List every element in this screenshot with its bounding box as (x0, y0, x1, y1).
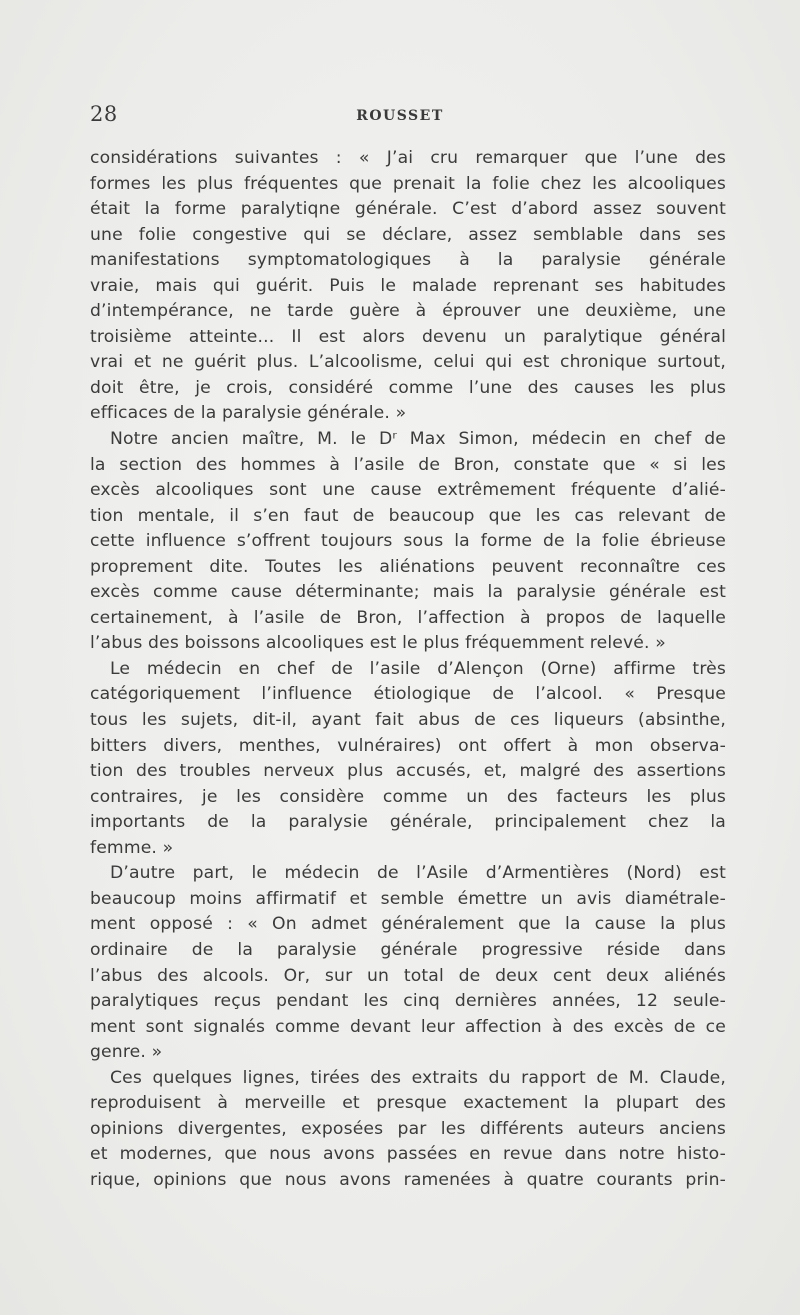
text-line: paralytiques reçus pendant les cinq dernières années, 12 seule- (90, 991, 726, 1012)
text-line: D’autre part, le médecin de l’Asile d’Armentières (Nord) est (110, 863, 726, 884)
text-line: Le médecin en chef de l’asile d’Alençon (Orne) affirme très (110, 658, 726, 679)
text-line: certainement, à l’asile de Bron, l’affection à propos de laquelle (90, 607, 726, 628)
page-number: 28 (90, 102, 118, 126)
text-line: l’abus des alcools. Or, sur un total de deux cent deux aliénés (90, 965, 726, 986)
text-line: considérations suivantes : « J’ai cru remarquer que l’une des (90, 148, 726, 168)
text-line: d’intempérance, ne tarde guère à éprouver une deuxième, une (90, 301, 726, 322)
text-line: rique, opinions que nous avons ramenées à quatre courants prin- (90, 1169, 726, 1190)
text-line: catégoriquement l’influence étiologique de l’alcool. « Presque (90, 684, 726, 705)
text-line: genre. » (90, 1042, 163, 1063)
text-line: ment opposé : « On admet généralement que la cause la plus (90, 914, 726, 935)
text-line: ment sont signalés comme devant leur affection à des excès de ce (90, 1016, 726, 1037)
text-line: Ces quelques lignes, tirées des extraits du rapport de M. Claude, (110, 1067, 726, 1088)
text-line: bitters divers, menthes, vulnéraires) ont offert à mon observa- (90, 735, 726, 756)
running-title: ROUSSET (356, 108, 444, 124)
text-line: doit être, je crois, considéré comme l’une des causes les plus (90, 377, 726, 398)
text-line: formes les plus fréquentes que prenait la folie chez les alcooliques (90, 173, 726, 194)
text-line: vraie, mais qui guérit. Puis le malade reprenant ses habitudes (90, 275, 726, 296)
text-line: l’abus des boissons alcooliques est le plus fréquemment relevé. » (90, 633, 666, 654)
text-line: excès alcooliques sont une cause extrêmement fréquente d’alié- (90, 480, 726, 501)
text-line: troisième atteinte... Il est alors devenu un paralytique général (90, 326, 726, 347)
text-line: manifestations symptomatologiques à la paralysie générale (90, 250, 726, 271)
text-line: opinions divergentes, exposées par les différents auteurs anciens (90, 1118, 726, 1139)
text-line: une folie congestive qui se déclare, assez semblable dans ses (90, 224, 726, 245)
body-text (90, 146, 726, 1193)
text-line: Notre ancien maître, M. le Dʳ Max Simon, médecin en chef de (110, 429, 726, 450)
text-line: vrai et ne guérit plus. L’alcoolisme, celui qui est chronique surtout, (90, 352, 726, 373)
text-line: proprement dite. Toutes les aliénations peuvent reconnaître ces (90, 556, 726, 577)
text-line: tous les sujets, dit-il, ayant fait abus de ces liqueurs (absinthe, (90, 710, 726, 731)
text-line: et modernes, que nous avons passées en revue dans notre histo- (90, 1144, 726, 1165)
text-line: était la forme paralytiqne générale. C’est d’abord assez souvent (90, 199, 726, 220)
text-line: importants de la paralysie générale, principalement chez la (90, 812, 726, 833)
text-line: contraires, je les considère comme un des facteurs les plus (90, 786, 726, 807)
text-line: ordinaire de la paralysie générale progressive réside dans (90, 939, 726, 960)
text-line: la section des hommes à l’asile de Bron, constate que « si les (90, 454, 726, 475)
text-line: tion mentale, il s’en faut de beaucoup que les cas relevant de (90, 505, 726, 526)
text-line: cette influence s’offrent toujours sous la forme de la folie ébrieuse (90, 531, 726, 552)
text-line: tion des troubles nerveux plus accusés, et, malgré des assertions (90, 761, 726, 782)
text-line: excès comme cause déterminante; mais la paralysie générale est (90, 582, 726, 603)
text-line: beaucoup moins affirmatif et semble émettre un avis diamétrale- (90, 888, 726, 909)
text-line: femme. » (90, 837, 174, 858)
text-line: efficaces de la paralysie générale. » (90, 403, 407, 424)
text-line: reproduisent à merveille et presque exactement la plupart des (90, 1093, 726, 1114)
